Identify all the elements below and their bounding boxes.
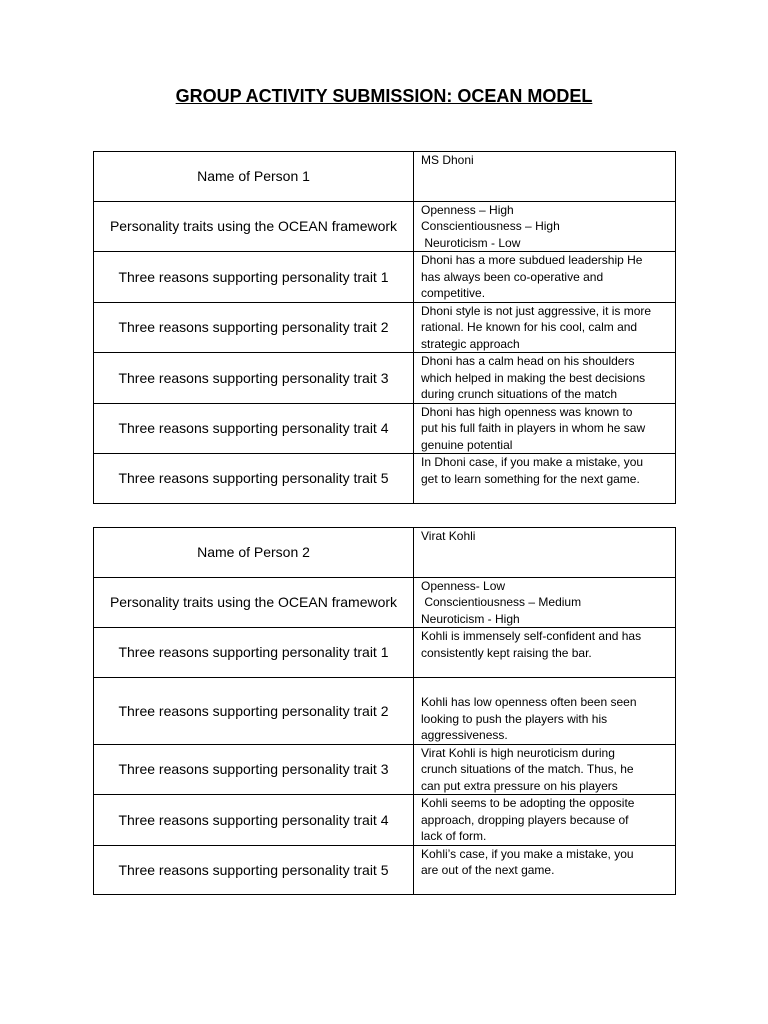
table-row xyxy=(94,677,676,744)
table-row xyxy=(94,403,676,454)
row-value xyxy=(414,744,676,795)
value-line: Neuroticism - High xyxy=(421,611,520,626)
row-value xyxy=(414,152,676,202)
value-line: looking to push the players with his xyxy=(421,711,608,726)
value-line: Conscientiousness – Medium xyxy=(421,595,582,609)
value-line: competitive. xyxy=(421,286,486,300)
value-line: genuine potential xyxy=(421,437,513,452)
row-label: Three reasons supporting personality trait 1 xyxy=(94,252,414,303)
row-label: Three reasons supporting personality trait 2 xyxy=(94,677,414,744)
value-line: Neuroticism - Low xyxy=(421,235,521,250)
value-line: Dhoni style is not just aggressive, it is more xyxy=(421,303,652,318)
row-value xyxy=(414,252,676,303)
value-line: In Dhoni case, if you make a mistake, you xyxy=(421,455,644,469)
value-line: Dhoni has high openness was known to xyxy=(421,404,633,419)
row-value xyxy=(414,577,676,628)
table-row xyxy=(94,454,676,504)
row-value xyxy=(414,628,676,678)
value-line: strategic approach xyxy=(421,336,520,351)
value-line: Dhoni has a calm head on his shoulders xyxy=(421,354,635,368)
table-row xyxy=(94,528,676,578)
person-1-table xyxy=(93,151,676,504)
value-line: Kohli has low openness often been seen xyxy=(421,695,637,709)
table-row xyxy=(94,201,676,252)
value-line: aggressiveness. xyxy=(421,728,508,742)
table-row xyxy=(94,744,676,795)
row-label: Name of Person 1 xyxy=(94,152,414,202)
person-2-table xyxy=(93,527,676,895)
value-line: Kohli seems to be adopting the opposite xyxy=(421,796,635,810)
value-line xyxy=(421,678,669,695)
row-label: Three reasons supporting personality trait 3 xyxy=(94,744,414,795)
value-line: crunch situations of the match. Thus, he xyxy=(421,762,634,776)
value-line: during crunch situations of the match xyxy=(421,387,618,401)
table-row xyxy=(94,577,676,628)
row-label: Three reasons supporting personality trait 3 xyxy=(94,353,414,404)
value-line: Openness – High xyxy=(421,202,514,217)
person-1-table-body xyxy=(94,152,676,504)
person-2-table-body xyxy=(94,528,676,895)
value-line: Virat Kohli is high neuroticism during xyxy=(421,745,615,760)
row-label: Three reasons supporting personality trait 2 xyxy=(94,302,414,353)
row-value xyxy=(414,677,676,744)
value-line: are out of the next game. xyxy=(421,863,555,877)
row-value xyxy=(414,795,676,846)
row-value xyxy=(414,353,676,404)
row-value xyxy=(414,454,676,504)
table-row xyxy=(94,353,676,404)
table-row xyxy=(94,795,676,846)
row-value xyxy=(414,302,676,353)
value-line: Virat Kohli xyxy=(421,529,476,543)
table-row xyxy=(94,628,676,678)
value-line: which helped in making the best decisions xyxy=(421,370,646,385)
value-line: get to learn something for the next game. xyxy=(421,471,640,486)
row-label: Name of Person 2 xyxy=(94,528,414,578)
row-label: Personality traits using the OCEAN framework xyxy=(94,577,414,628)
value-line: Dhoni has a more subdued leadership He xyxy=(421,253,643,267)
row-label: Three reasons supporting personality trait 5 xyxy=(94,845,414,895)
value-line: lack of form. xyxy=(421,829,487,843)
row-value xyxy=(414,403,676,454)
value-line: approach, dropping players because of xyxy=(421,812,629,827)
table-row xyxy=(94,845,676,895)
value-line: Conscientiousness – High xyxy=(421,219,560,233)
value-line: consistently kept raising the bar. xyxy=(421,645,592,660)
table-row xyxy=(94,152,676,202)
row-value xyxy=(414,528,676,578)
value-line: MS Dhoni xyxy=(421,153,474,167)
page-title: GROUP ACTIVITY SUBMISSION: OCEAN MODEL xyxy=(175,86,593,106)
value-line: can put extra pressure on his players xyxy=(421,778,618,793)
value-line: has always been co-operative and xyxy=(421,269,604,284)
value-line: Kohli is immensely self-confident and has xyxy=(421,629,642,643)
row-label: Three reasons supporting personality trait 4 xyxy=(94,795,414,846)
row-label: Three reasons supporting personality trait 4 xyxy=(94,403,414,454)
table-row xyxy=(94,252,676,303)
value-line: Openness- Low xyxy=(421,578,506,593)
row-label: Three reasons supporting personality trait 1 xyxy=(94,628,414,678)
row-value xyxy=(414,845,676,895)
value-line: rational. He known for his cool, calm and xyxy=(421,320,638,334)
row-label: Three reasons supporting personality trait 5 xyxy=(94,454,414,504)
row-label: Personality traits using the OCEAN framework xyxy=(94,201,414,252)
table-row xyxy=(94,302,676,353)
row-value xyxy=(414,201,676,252)
value-line: put his full faith in players in whom he saw xyxy=(421,421,646,435)
value-line: Kohli’s case, if you make a mistake, you xyxy=(421,846,634,861)
